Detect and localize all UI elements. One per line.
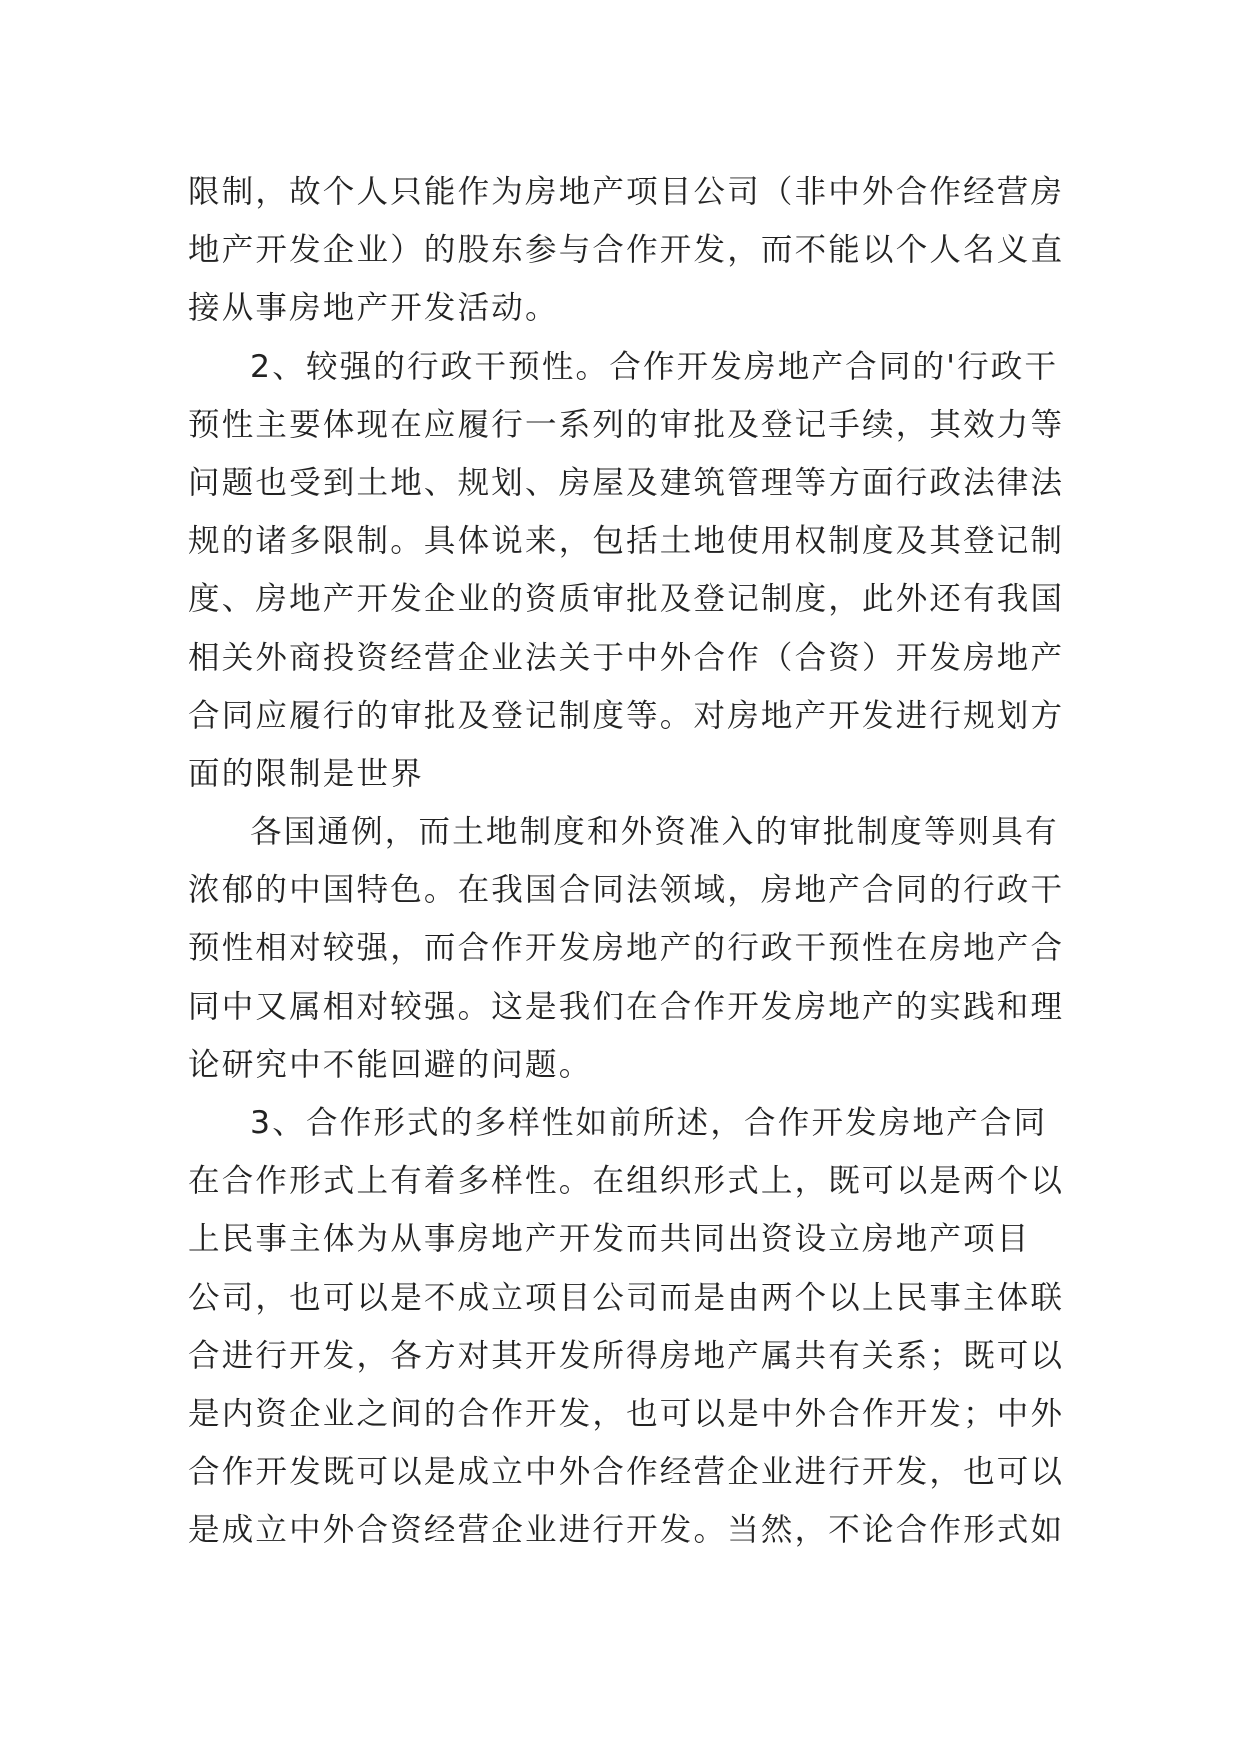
text-line: 上民事主体为从事房地产开发而共同出资设立房地产项目 <box>188 1221 1031 1258</box>
text-line: 规的诸多限制。具体说来，包括土地使用权制度及其登记制 <box>188 523 1065 560</box>
text-line: 预性主要体现在应履行一系列的审批及登记手续，其效力等 <box>188 406 1065 443</box>
text-line: 是成立中外合资经营企业进行开发。当然，不论合作形式如 <box>188 1512 1065 1549</box>
text-line: 限制，故个人只能作为房地产项目公司（非中外合作经营房 <box>188 174 1065 210</box>
text-line: 度、房地产开发企业的资质审批及登记制度，此外还有我国 <box>188 581 1065 618</box>
text-line: 是内资企业之间的合作开发，也可以是中外合作开发；中外 <box>188 1395 1065 1432</box>
text-line: 论研究中不能回避的问题。 <box>188 1046 593 1083</box>
text-line: 在合作形式上有着多样性。在组织形式上，既可以是两个以 <box>188 1163 1065 1200</box>
paragraph-first-line: 2、较强的行政干预性。合作开发房地产合同的'行政干 <box>250 348 1059 385</box>
text-line: 公司，也可以是不成立项目公司而是由两个以上民事主体联 <box>188 1279 1065 1316</box>
paragraph-first-line: 各国通例，而土地制度和外资准入的审批制度等则具有 <box>250 814 1059 851</box>
text-line: 接从事房地产开发活动。 <box>188 290 559 327</box>
text-line: 合进行开发，各方对其开发所得房地产属共有关系；既可以 <box>188 1337 1065 1374</box>
text-line: 合同应履行的审批及登记制度等。对房地产开发进行规划方 <box>188 697 1065 734</box>
text-line: 问题也受到土地、规划、房屋及建筑管理等方面行政法律法 <box>188 464 1065 501</box>
text-line: 面的限制是世界 <box>188 755 424 792</box>
text-line: 相关外商投资经营企业法关于中外合作（合资）开发房地产 <box>188 639 1065 676</box>
text-line: 浓郁的中国特色。在我国合同法领域，房地产合同的行政干 <box>188 872 1065 909</box>
text-line: 合作开发既可以是成立中外合作经营企业进行开发，也可以 <box>188 1454 1065 1491</box>
document-body <box>188 163 1065 1560</box>
paragraph-first-line: 3、合作形式的多样性如前所述，合作开发房地产合同 <box>250 1105 1048 1141</box>
text-line: 地产开发企业）的股东参与合作开发，而不能以个人名义直 <box>188 232 1065 269</box>
text-line: 同中又属相对较强。这是我们在合作开发房地产的实践和理 <box>188 988 1065 1025</box>
text-line: 预性相对较强，而合作开发房地产的行政干预性在房地产合 <box>188 930 1065 967</box>
